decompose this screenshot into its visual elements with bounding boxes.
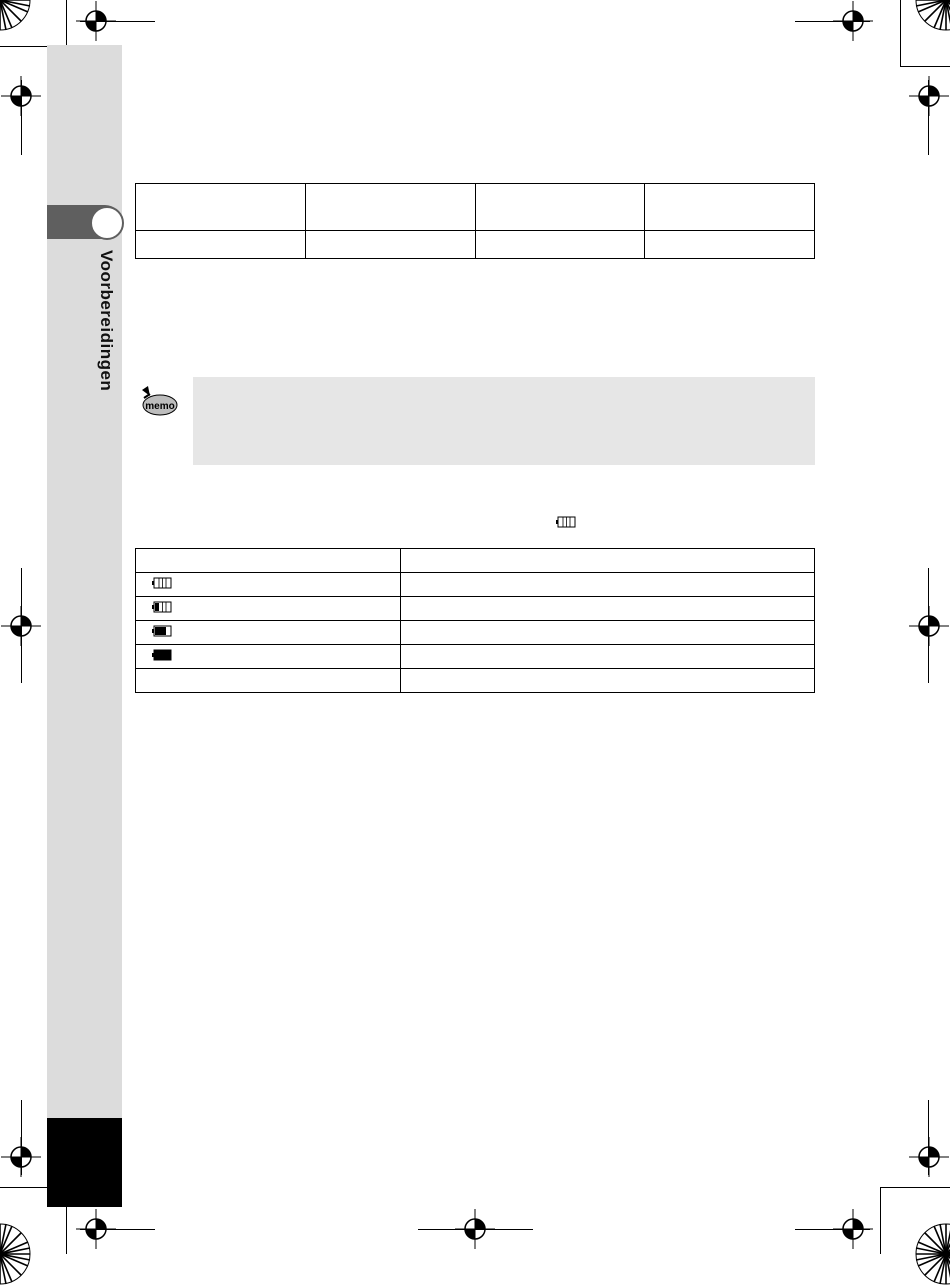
table-row: [136, 621, 815, 645]
memo-icon: [138, 384, 178, 420]
table-header-row: [136, 184, 815, 231]
color-registration-icon: [0, 0, 32, 32]
table-cell: [136, 645, 401, 669]
battery-one-third-icon: [152, 625, 172, 640]
chapter-title: Voorbereidingen: [97, 250, 116, 392]
registration-mark-icon: [1, 606, 41, 646]
table-cell: [136, 231, 306, 259]
registration-mark-icon: [833, 1209, 873, 1249]
table-row: [136, 669, 815, 693]
chapter-number-circle: [90, 206, 124, 240]
registration-mark-icon: [455, 1209, 495, 1249]
table-cell: [401, 621, 815, 645]
table-row: [136, 597, 815, 621]
table-cell: [401, 669, 815, 693]
crop-line: [880, 1187, 881, 1254]
table-cell: [305, 184, 475, 231]
table-row: [136, 573, 815, 597]
crop-line: [900, 66, 950, 67]
battery-two-thirds-icon: [152, 601, 172, 616]
battery-empty-icon: [152, 649, 172, 664]
table-cell: [136, 573, 401, 597]
memo-box: [193, 377, 815, 465]
crop-line: [66, 0, 67, 46]
table-cell: [401, 597, 815, 621]
color-registration-icon: [0, 1222, 32, 1286]
registration-mark-icon: [1, 76, 41, 116]
memo-icon-text: memo: [145, 401, 175, 412]
registration-mark-icon: [76, 1, 116, 41]
registration-mark-icon: [909, 76, 949, 116]
crop-line: [900, 0, 901, 66]
table-cell: [136, 621, 401, 645]
registration-mark-icon: [909, 1137, 949, 1177]
table-cell: [136, 549, 401, 573]
registration-mark-icon: [1, 1137, 41, 1177]
table-cell: [401, 573, 815, 597]
table-cell: [136, 597, 401, 621]
table-header-row: [136, 549, 815, 573]
table-row: [136, 231, 815, 259]
battery-full-icon: [152, 577, 172, 592]
table-cell: [645, 231, 815, 259]
color-registration-icon: [914, 1222, 950, 1286]
battery-level-table: [135, 548, 815, 693]
crop-line: [0, 1187, 47, 1188]
registration-mark-icon: [833, 1, 873, 41]
capacity-table: [135, 183, 815, 259]
table-cell: [645, 184, 815, 231]
crop-line: [66, 1207, 67, 1254]
table-row: [136, 645, 815, 669]
table-cell: [475, 184, 645, 231]
table-cell: [401, 645, 815, 669]
battery-full-icon: [556, 515, 576, 533]
table-cell: [475, 231, 645, 259]
table-cell: [305, 231, 475, 259]
table-cell: [136, 669, 401, 693]
page-number-block: [47, 1118, 122, 1207]
table-cell: [401, 549, 815, 573]
table-cell: [136, 184, 306, 231]
color-registration-icon: [914, 0, 950, 32]
registration-mark-icon: [909, 606, 949, 646]
registration-mark-icon: [76, 1209, 116, 1249]
crop-line: [880, 1187, 950, 1188]
